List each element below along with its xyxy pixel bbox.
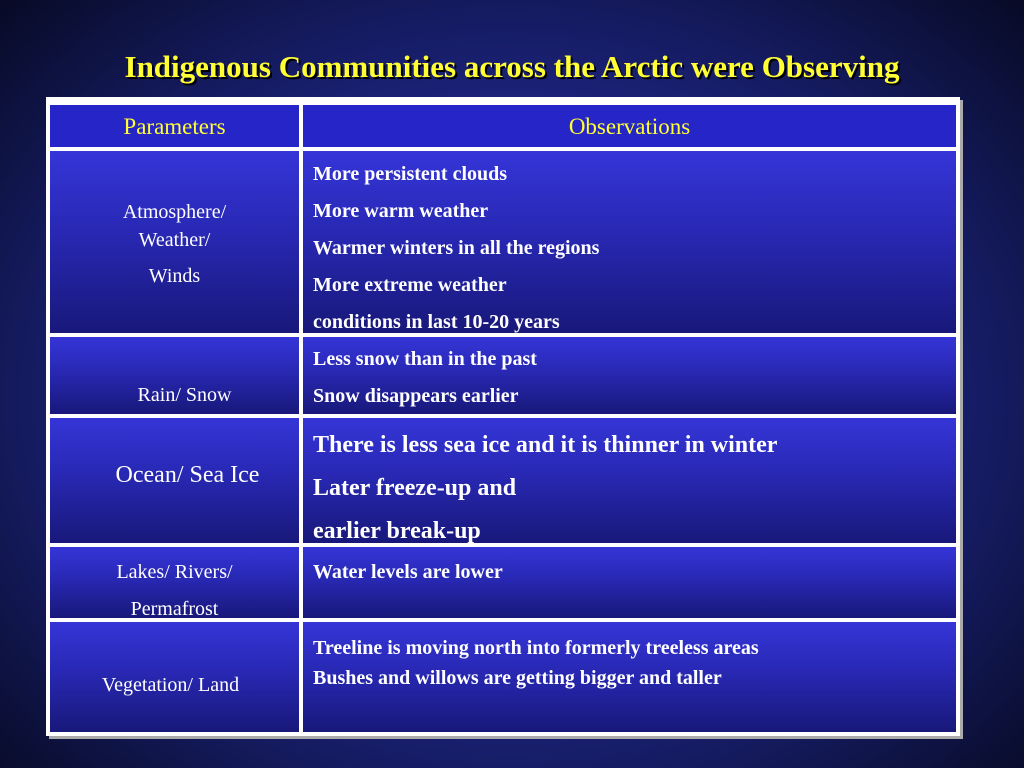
table-row — [50, 622, 956, 732]
parameter-cell — [50, 622, 299, 732]
parameter-line: Atmosphere/ — [122, 201, 227, 223]
observation-line: conditions in last 10-20 years — [313, 311, 560, 333]
table-header-row — [50, 105, 956, 147]
table-row — [50, 418, 956, 543]
observation-line: Later freeze-up and — [313, 475, 517, 501]
parameter-cell — [50, 418, 299, 543]
parameter-line: Rain/ Snow — [137, 384, 232, 406]
parameter-line: Permafrost — [130, 598, 219, 618]
observation-line: More persistent clouds — [313, 163, 508, 185]
header-observations: Observations — [303, 105, 956, 147]
parameter-cell — [50, 337, 299, 414]
observation-line: Water levels are lower — [313, 561, 503, 583]
observation-cell — [303, 547, 956, 618]
observation-line: More warm weather — [313, 200, 489, 222]
parameter-line: Winds — [148, 265, 201, 287]
parameter-line: Vegetation/ Land — [101, 674, 240, 696]
table-row — [50, 337, 956, 414]
observation-cell — [303, 622, 956, 732]
observation-cell — [303, 337, 956, 414]
observation-line: More extreme weather — [313, 274, 507, 296]
observation-line: Warmer winters in all the regions — [313, 237, 600, 259]
observation-cell — [303, 418, 956, 543]
observation-cell — [303, 151, 956, 333]
observation-line: Treeline is moving north into formerly treeless areas — [313, 637, 759, 659]
parameter-line: Weather/ — [138, 229, 211, 251]
slide-title: Indigenous Communities across the Arctic were Observing — [124, 49, 900, 84]
parameter-cell — [50, 151, 299, 333]
header-parameters: Parameters — [50, 105, 299, 147]
table-row — [50, 151, 956, 333]
observation-line: Bushes and willows are getting bigger and taller — [313, 667, 722, 689]
parameter-line: Lakes/ Rivers/ — [116, 561, 233, 583]
table-row — [50, 547, 956, 618]
parameter-cell — [50, 547, 299, 618]
observation-line: Less snow than in the past — [313, 348, 537, 370]
observations-table — [46, 97, 960, 736]
observation-line: Snow disappears earlier — [313, 385, 519, 407]
parameter-line: Ocean/ Sea Ice — [115, 462, 260, 488]
observation-line: There is less sea ice and it is thinner in winter — [313, 432, 778, 458]
observation-line: earlier break-up — [313, 518, 481, 543]
